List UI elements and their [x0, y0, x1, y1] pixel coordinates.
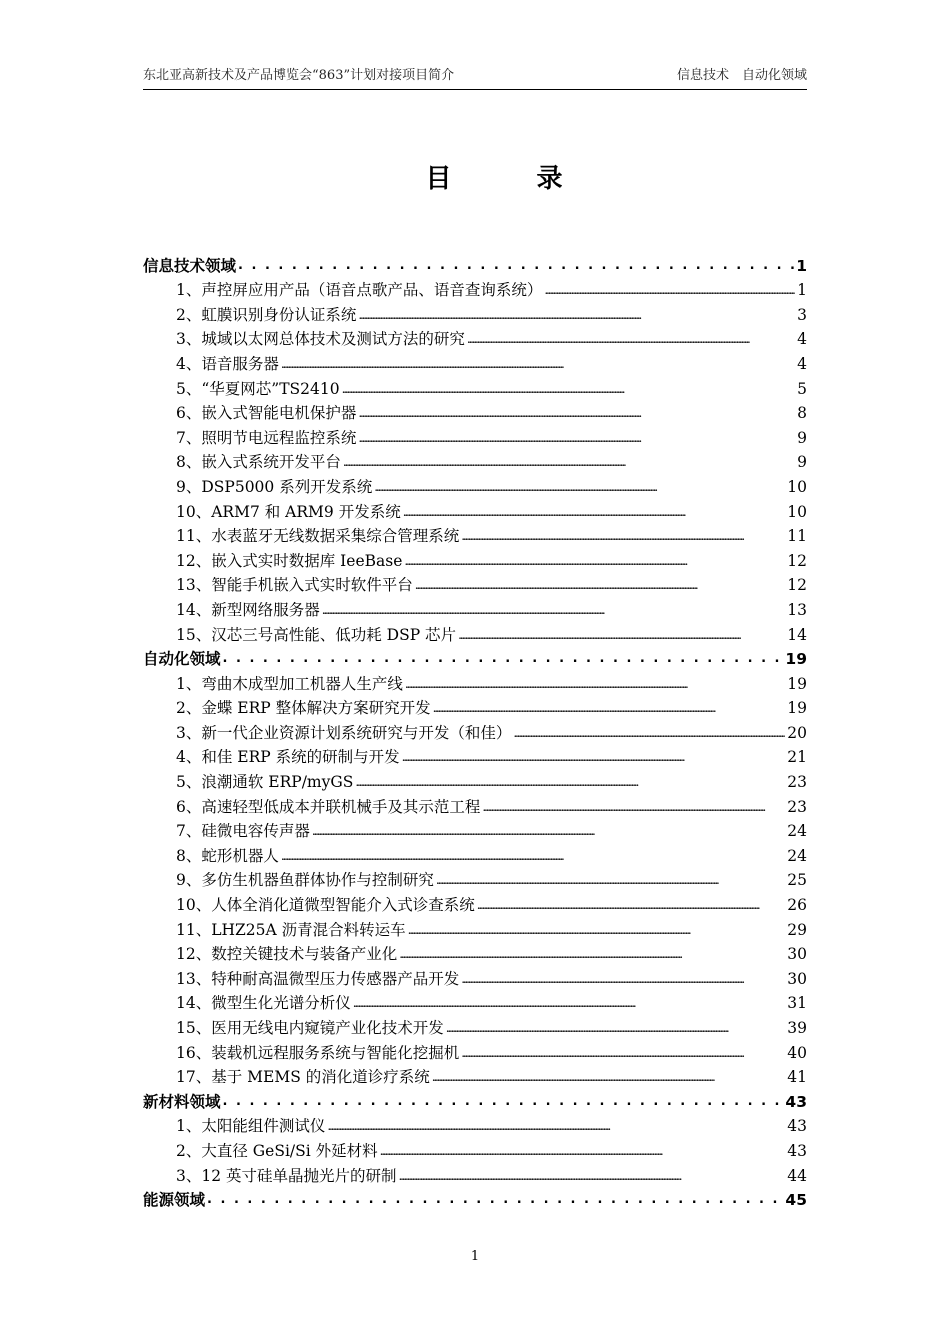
toc-entry-row[interactable] [143, 596, 807, 621]
toc-entry-label: 3、12 英寸硅单晶抛光片的研制 [176, 1166, 397, 1185]
toc-entry-label: 2、金蝶 ERP 整体解决方案研究开发 [176, 699, 431, 718]
toc-leader-dots [207, 1187, 783, 1211]
toc-page-number: 14 [787, 625, 807, 644]
toc-page-number: 5 [797, 379, 807, 398]
toc-entry-label: 1、弯曲木成型加工机器人生产线 [176, 674, 403, 693]
toc-page-number: 9 [797, 428, 807, 447]
toc-page-number: 45 [785, 1191, 807, 1210]
toc-leader-dots [281, 352, 795, 375]
toc-entry-label: 6、嵌入式智能电机保护器 [176, 404, 357, 423]
toc-page-number: 4 [797, 330, 807, 349]
toc-leader-dots [223, 1089, 784, 1113]
toc-entry-row[interactable] [143, 1039, 807, 1064]
toc-page-number: 39 [787, 1019, 807, 1037]
toc-entry-row[interactable] [143, 424, 807, 449]
toc-page-number: 19 [787, 699, 807, 718]
toc-leader-dots [358, 303, 795, 326]
toc-page-number: 12 [787, 576, 807, 595]
toc-entry-label: 7、硅微电容传声器 [176, 822, 310, 841]
toc-leader-dots [461, 1041, 785, 1064]
toc-entry-row[interactable] [143, 326, 807, 351]
toc-page-number: 26 [787, 896, 807, 915]
toc-page-number: 25 [787, 871, 807, 890]
toc-entry-row[interactable] [143, 867, 807, 892]
toc-entry-row[interactable] [143, 916, 807, 941]
toc-leader-dots [353, 991, 786, 1014]
toc-entry-label: 16、装载机远程服务系统与智能化挖掘机 [176, 1043, 460, 1062]
toc-page-number: 19 [787, 674, 807, 693]
toc-page-number: 21 [787, 748, 807, 767]
toc-page-number: 31 [787, 994, 807, 1013]
toc-leader-dots [404, 549, 785, 572]
toc-entry-label: 13、特种耐高温微型压力传感器产品开发 [176, 969, 460, 988]
toc-page-number: 30 [787, 969, 807, 988]
toc-page-number: 11 [787, 527, 807, 546]
toc-entry-label: 14、微型生化光谱分析仪 [176, 994, 351, 1013]
toc-leader-dots [433, 696, 786, 719]
toc-page-number: 30 [787, 945, 807, 964]
toc-leader-dots [477, 893, 786, 916]
toc-page-number: 10 [787, 502, 807, 521]
toc-leader-dots [405, 672, 785, 695]
toc-leader-dots [358, 401, 795, 424]
toc-leader-dots [461, 967, 785, 990]
toc-leader-dots [446, 1016, 786, 1039]
table-of-contents [143, 252, 807, 1211]
toc-entry-label: 9、DSP5000 系列开发系统 [176, 477, 373, 496]
toc-leader-dots [312, 819, 785, 842]
toc-page-number: 10 [787, 477, 807, 496]
header-right-text: 信息技术 自动化领域 [676, 68, 807, 83]
toc-entry-label: 10、人体全消化道微型智能介入式诊查系统 [176, 896, 475, 915]
toc-page-number: 44 [787, 1166, 807, 1185]
toc-entry-label: 14、新型网络服务器 [176, 600, 320, 619]
toc-leader-dots [399, 1164, 786, 1187]
toc-entry-label: 能源领域 [143, 1191, 206, 1210]
toc-entry-row[interactable] [143, 375, 807, 400]
toc-leader-dots [461, 524, 785, 547]
toc-page-number: 1 [797, 281, 807, 300]
toc-entry-row[interactable] [143, 572, 807, 597]
toc-entry-label: 12、数控关键技术与装备产业化 [176, 945, 398, 964]
toc-page-number: 9 [797, 453, 807, 472]
toc-entry-row[interactable] [143, 891, 807, 916]
toc-leader-dots [223, 646, 784, 670]
page-header [143, 63, 807, 90]
toc-entry-row[interactable] [143, 768, 807, 793]
toc-entry-label: 5、“华夏网芯”TS2410 [176, 379, 340, 398]
toc-entry-label: 17、基于 MEMS 的消化道诊疗系统 [176, 1068, 430, 1087]
toc-leader-dots [380, 1139, 786, 1162]
toc-page-number: 40 [787, 1043, 807, 1062]
toc-entry-row[interactable] [143, 793, 807, 818]
toc-leader-dots [281, 844, 785, 867]
page-title: 目 录 [425, 164, 601, 194]
toc-leader-dots [343, 450, 795, 473]
toc-page-number: 23 [787, 773, 807, 792]
toc-entry-row[interactable] [143, 818, 807, 843]
toc-leader-dots [238, 253, 794, 277]
toc-section-row[interactable] [143, 252, 807, 277]
toc-entry-label: 6、高速轻型低成本并联机械手及其示范工程 [176, 797, 481, 816]
toc-entry-row[interactable] [143, 744, 807, 769]
toc-entry-row[interactable] [143, 1014, 807, 1039]
toc-entry-label: 信息技术领域 [143, 256, 237, 275]
header-left-text: 东北亚高新技术及产品博览会“863”计划对接项目简介 [143, 68, 455, 83]
toc-leader-dots [403, 500, 786, 523]
toc-entry-row[interactable] [143, 301, 807, 326]
toc-entry-label: 5、浪潮通软 ERP/myGS [176, 773, 354, 792]
toc-entry-row[interactable] [143, 547, 807, 572]
toc-page-number: 19 [785, 650, 807, 669]
toc-leader-dots [342, 377, 796, 400]
toc-entry-label: 7、照明节电远程监控系统 [176, 428, 357, 447]
toc-page-number: 13 [787, 600, 807, 619]
toc-entry-row[interactable] [143, 941, 807, 966]
toc-page-number: 23 [787, 797, 807, 816]
toc-entry-label: 3、新一代企业资源计划系统研究与开发（和佳） [176, 723, 512, 742]
toc-entry-row[interactable] [143, 670, 807, 695]
toc-leader-dots [322, 598, 786, 621]
toc-entry-label: 10、ARM7 和 ARM9 开发系统 [176, 502, 401, 521]
toc-entry-row[interactable] [143, 1113, 807, 1138]
toc-entry-label: 自动化领域 [143, 650, 221, 669]
toc-page-number: 12 [787, 551, 807, 570]
toc-entry-label: 15、汉芯三号高性能、低功耗 DSP 芯片 [176, 625, 457, 644]
toc-entry-row[interactable] [143, 1064, 807, 1089]
toc-entry-row[interactable] [143, 719, 807, 744]
toc-page-number: 8 [797, 404, 807, 423]
toc-leader-dots [458, 623, 785, 646]
toc-entry-label: 12、嵌入式实时数据库 IeeBase [176, 551, 403, 570]
toc-entry-row[interactable] [143, 400, 807, 425]
toc-page-number: 24 [787, 846, 807, 865]
toc-entry-label: 1、声控屏应用产品（语音点歌产品、语音查询系统） [176, 281, 543, 300]
toc-entry-row[interactable] [143, 449, 807, 474]
toc-leader-dots [402, 745, 786, 768]
toc-entry-row[interactable] [143, 621, 807, 646]
toc-page-number: 24 [787, 822, 807, 841]
toc-entry-row[interactable] [143, 965, 807, 990]
toc-leader-dots [399, 942, 785, 965]
toc-leader-dots [467, 327, 795, 350]
toc-entry-row[interactable] [143, 277, 807, 302]
toc-entry-label: 1、太阳能组件测试仪 [176, 1117, 326, 1136]
toc-entry-label: 11、LHZ25A 沥青混合料转运车 [176, 920, 406, 939]
toc-leader-dots [358, 426, 795, 449]
toc-page-number: 20 [787, 723, 807, 742]
toc-entry-label: 2、虹膜识别身份认证系统 [176, 305, 357, 324]
toc-page-number: 4 [797, 354, 807, 373]
toc-entry-label: 2、大直径 GeSi/Si 外延材料 [176, 1141, 378, 1160]
toc-entry-row[interactable] [143, 498, 807, 523]
toc-entry-label: 4、语音服务器 [176, 354, 279, 373]
toc-leader-dots [482, 795, 785, 818]
toc-section-row[interactable] [143, 1088, 807, 1113]
toc-entry-label: 9、多仿生机器鱼群体协作与控制研究 [176, 871, 434, 890]
toc-entry-label: 15、医用无线电内窥镜产业化技术开发 [176, 1019, 444, 1037]
toc-leader-dots [513, 721, 785, 744]
toc-entry-label: 4、和佳 ERP 系统的研制与开发 [176, 748, 400, 767]
toc-page-number: 3 [797, 305, 807, 324]
toc-entry-row[interactable] [143, 842, 807, 867]
toc-leader-dots [408, 918, 786, 941]
toc-entry-label: 11、水表蓝牙无线数据采集综合管理系统 [176, 527, 460, 546]
toc-entry-row[interactable] [143, 1137, 807, 1162]
toc-leader-dots [415, 573, 786, 596]
toc-entry-row[interactable] [143, 990, 807, 1015]
toc-leader-dots [374, 475, 785, 498]
toc-section-row[interactable] [143, 646, 807, 671]
toc-leader-dots [436, 868, 785, 891]
toc-page-number: 1 [796, 256, 807, 275]
toc-entry-row[interactable] [143, 473, 807, 498]
toc-leader-dots [327, 1114, 785, 1137]
toc-entry-label: 13、智能手机嵌入式实时软件平台 [176, 576, 413, 595]
toc-entry-row[interactable] [143, 695, 807, 720]
toc-page-number: 43 [785, 1092, 807, 1111]
toc-leader-dots [432, 1065, 786, 1088]
toc-section-row[interactable] [143, 1187, 807, 1212]
toc-page-number: 29 [787, 920, 807, 939]
toc-entry-row[interactable] [143, 523, 807, 548]
toc-page-number: 43 [787, 1141, 807, 1160]
toc-entry-label: 8、嵌入式系统开发平台 [176, 453, 341, 472]
page-number: 1 [470, 1249, 480, 1264]
toc-entry-label: 8、蛇形机器人 [176, 846, 279, 865]
toc-leader-dots [355, 770, 785, 793]
toc-entry-row[interactable] [143, 1162, 807, 1187]
toc-page-number: 43 [787, 1117, 807, 1136]
toc-entry-label: 新材料领域 [143, 1092, 221, 1111]
toc-entry-label: 3、城域以太网总体技术及测试方法的研究 [176, 330, 465, 349]
toc-leader-dots [544, 278, 795, 301]
toc-page-number: 41 [787, 1068, 807, 1087]
toc-entry-row[interactable] [143, 350, 807, 375]
